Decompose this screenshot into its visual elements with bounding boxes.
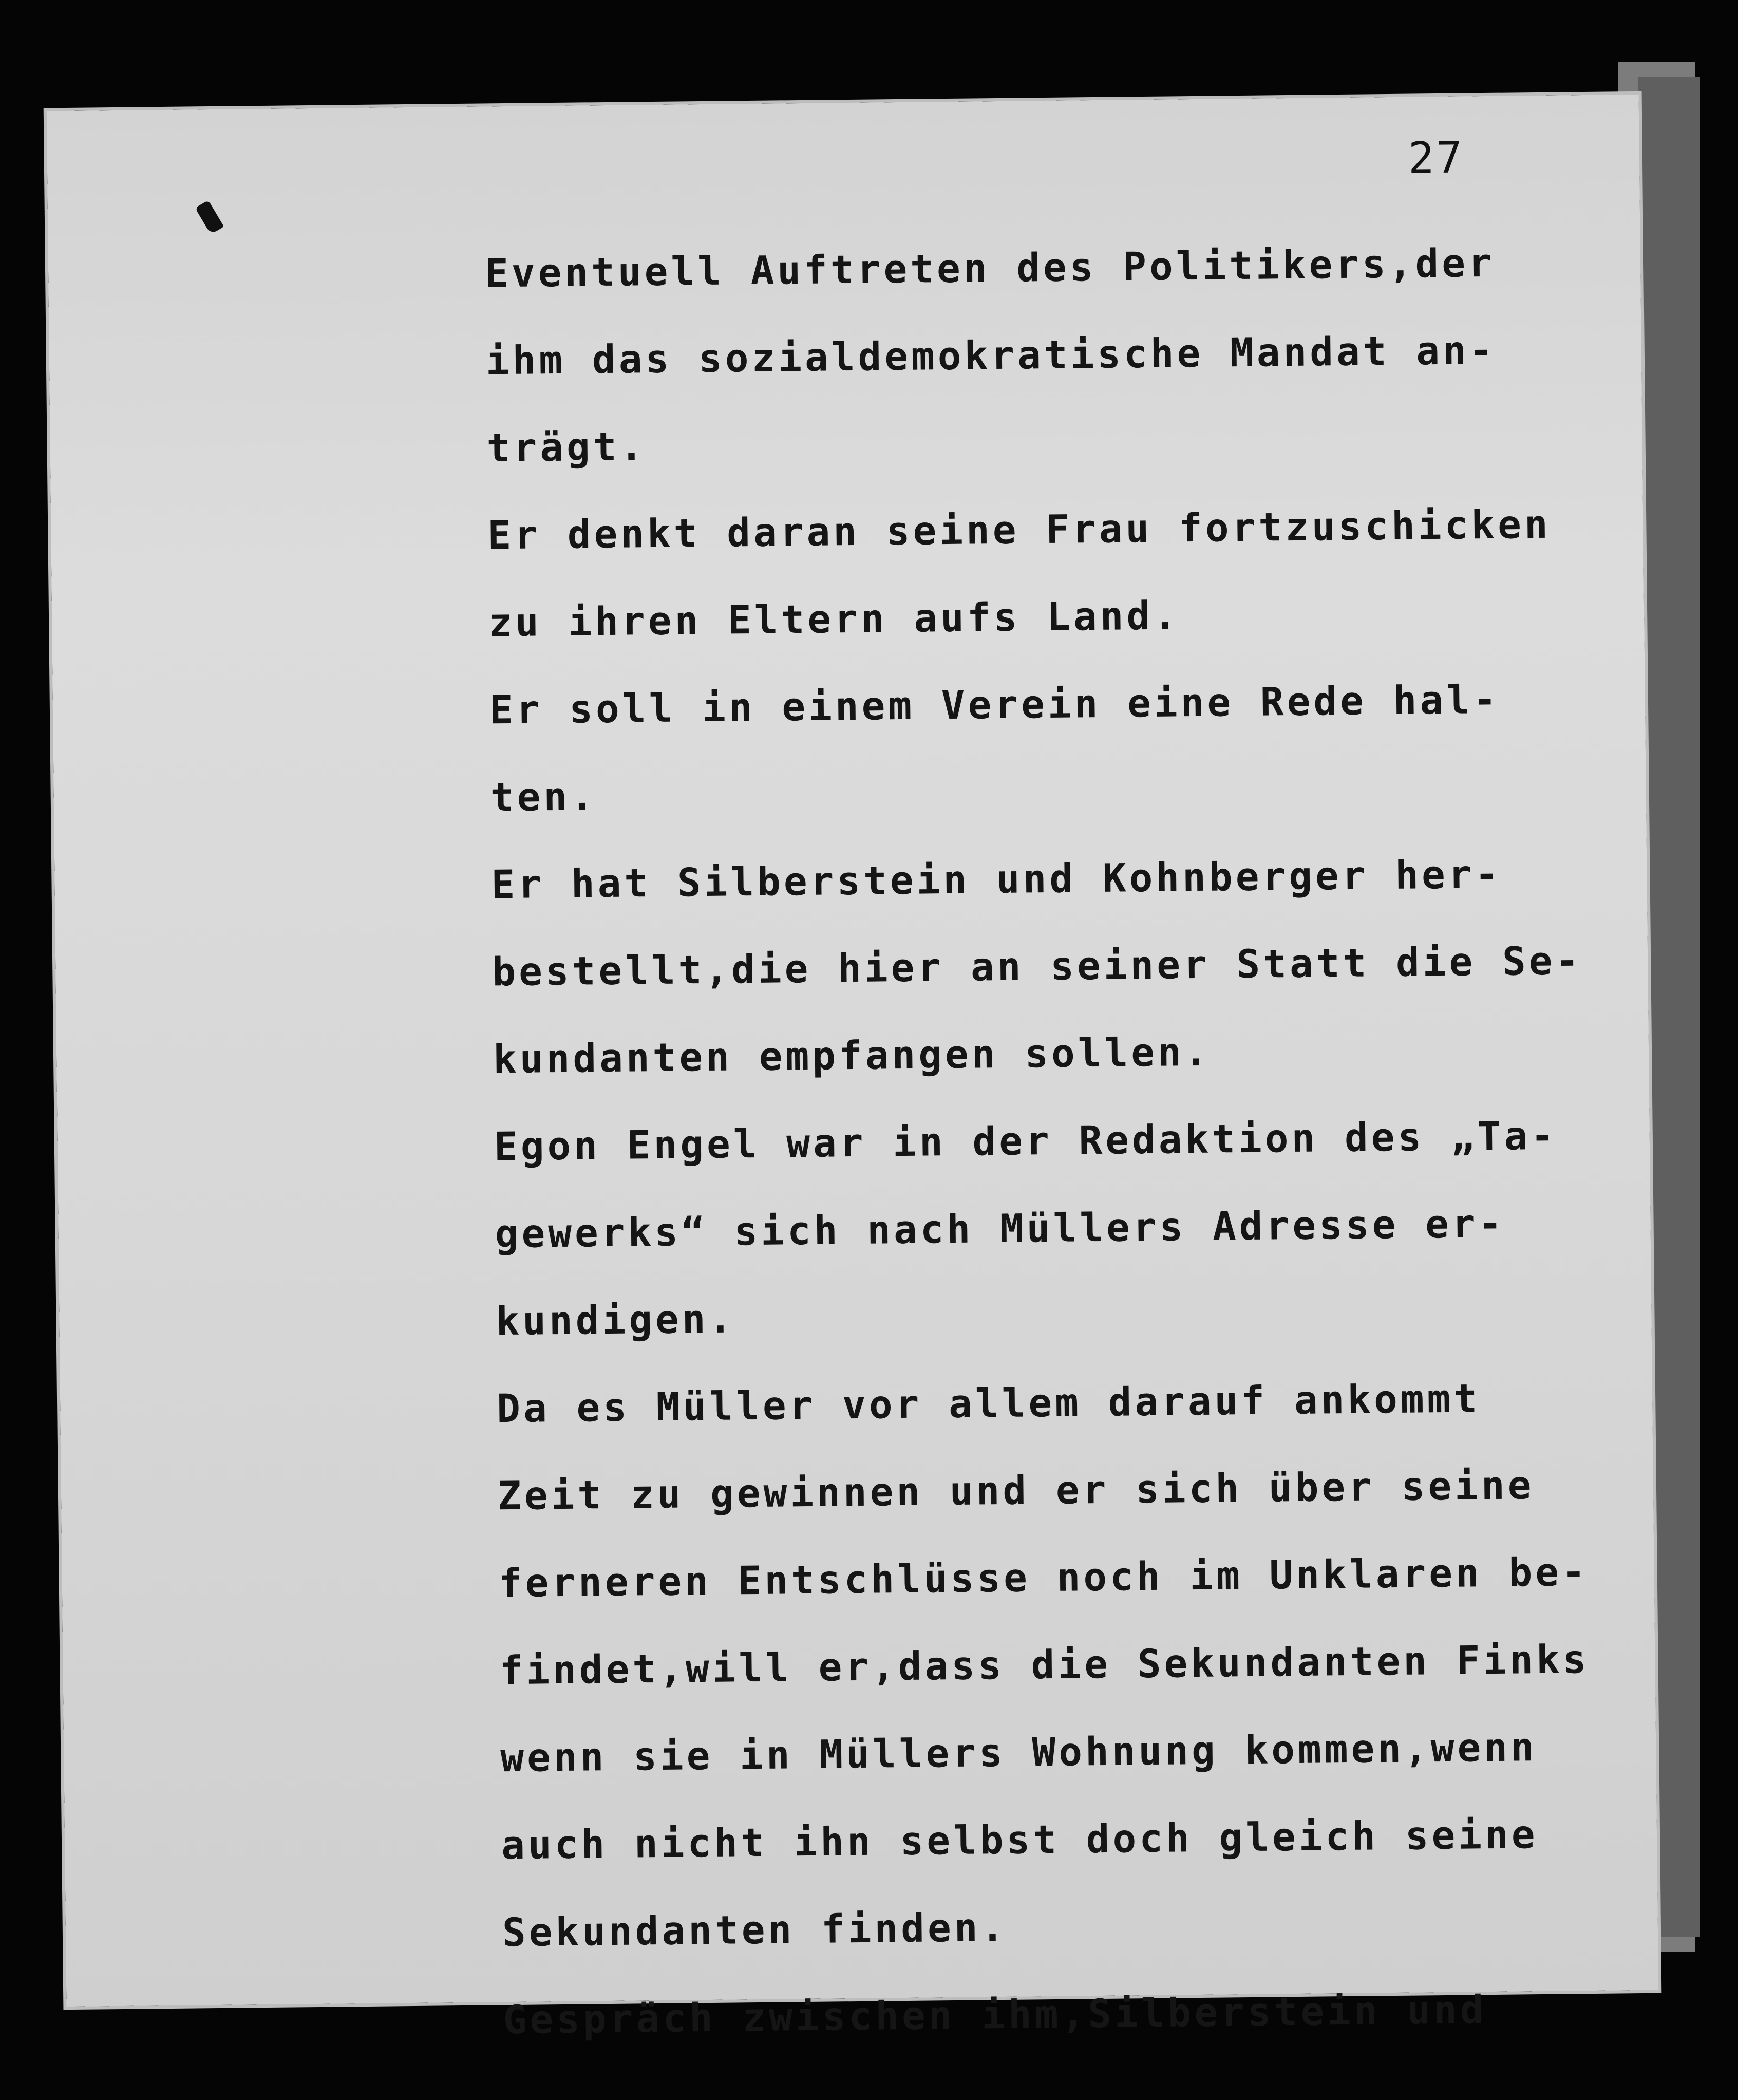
typed-text — [484, 218, 1633, 2064]
typed-page — [47, 95, 1658, 2043]
text-line: trägt. — [486, 423, 647, 471]
text-line: Eventuell Auftreten des Politikers,der — [484, 239, 1496, 296]
ink-mark — [195, 200, 224, 235]
text-line: kundanten empfangen sollen. — [493, 1028, 1211, 1082]
text-line: ihm das sozialdemokratische Mandat an- — [485, 327, 1496, 384]
text-line: Gespräch zwischen ihm,Silberstein und — [503, 1986, 1487, 2043]
text-line: Zeit zu gewinnen und er sich über seine — [497, 1462, 1535, 1519]
text-line: Egon Engel war in der Redaktion des „Ta- — [494, 1112, 1558, 1170]
text-line: zu ihren Eltern aufs Land. — [488, 592, 1180, 646]
text-line: Sekundanten finden. — [502, 1904, 1008, 1956]
text-line: Er hat Silberstein und Kohnberger her- — [491, 851, 1502, 908]
text-line: kundigen. — [496, 1296, 735, 1344]
text-line: auch nicht ihn selbst doch gleich seine — [501, 1811, 1538, 1868]
text-line: Er denkt daran seine Frau fortzuschicken — [487, 501, 1552, 558]
text-line: ferneren Entschlüsse noch im Unklaren be- — [498, 1549, 1589, 1606]
text-line: ten. — [490, 773, 597, 820]
text-line: Da es Müller vor allem darauf ankommt — [496, 1375, 1481, 1432]
text-line: bestellt,die hier an seiner Statt die Se- — [492, 938, 1582, 995]
text-line: wenn sie in Müllers Wohnung kommen,wenn — [500, 1724, 1538, 1781]
text-line: gewerks“ sich nach Müllers Adresse er- — [495, 1200, 1505, 1257]
page-number: 27 — [1408, 132, 1465, 183]
text-line: Er soll in einem Verein eine Rede hal- — [489, 676, 1500, 733]
text-line: findet,will er,dass die Sekundanten Finks — [499, 1636, 1590, 1694]
